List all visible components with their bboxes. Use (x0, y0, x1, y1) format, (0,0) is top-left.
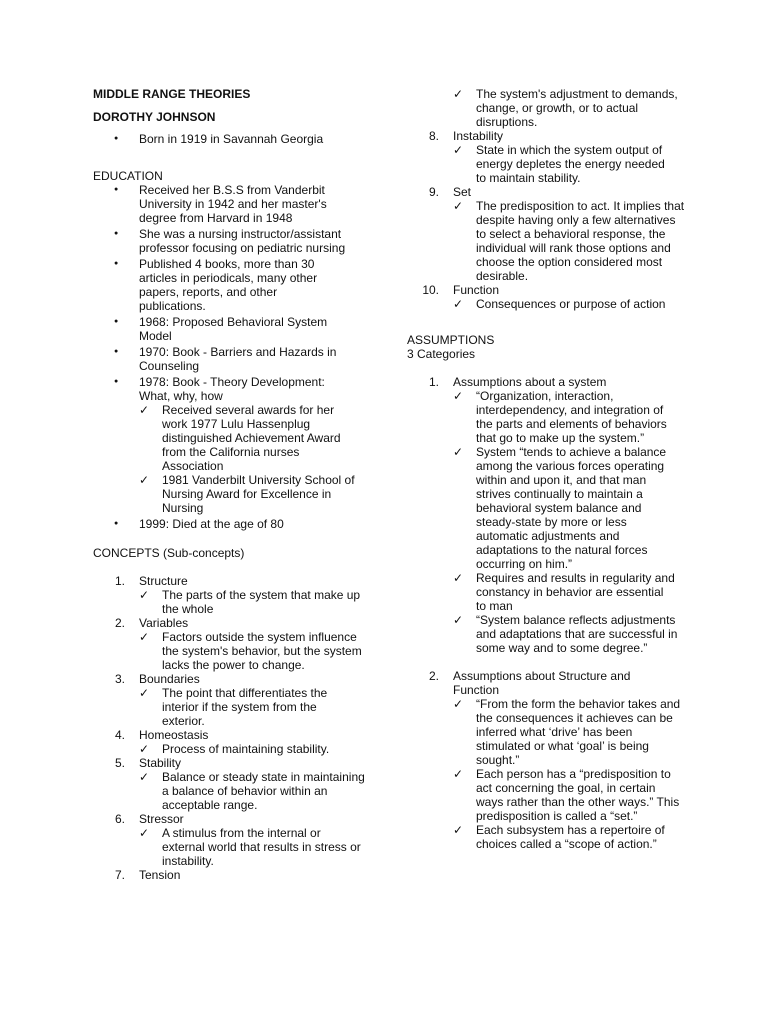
concept-item: 8. Instability (428, 129, 504, 143)
check-icon: ✓ (453, 767, 464, 781)
check-icon: ✓ (139, 473, 150, 487)
bullet-icon: ● (114, 186, 119, 193)
assumption-group: 2. Assumptions about Structure and Function (428, 669, 631, 697)
check-icon: ✓ (453, 445, 464, 459)
left-column (93, 87, 373, 882)
check-icon: ✓ (453, 823, 464, 837)
check-icon: ✓ (453, 297, 464, 311)
assumption-item: ✓ Each person has a “predisposition to act concerning the goal, in certain ways rather than the other ways.” This predisposition is called a “set.” (453, 767, 680, 823)
check-icon: ✓ (139, 686, 150, 700)
check-icon: ✓ (453, 613, 464, 627)
concept-item: 9. Set (428, 185, 472, 199)
assumption-item: ✓ “System balance reflects adjustments and adaptations that are successful in some way and to some degree.” (453, 613, 678, 655)
concept-desc: ✓ Factors outside the system influence the system's behavior, but the system lacks the power to change. (139, 630, 362, 672)
assumption-item: ✓ “From the form the behavior takes and the consequences it achieves can be inferred what ‘drive’ has been stimulated or what ‘goal’ is being sought.” (453, 697, 681, 767)
education-item: ● 1970: Book - Barriers and Hazards in Counseling (114, 345, 337, 373)
bullet-icon: ● (114, 260, 119, 267)
education-item: ● 1999: Died at the age of 80 (114, 517, 284, 531)
check-icon: ✓ (139, 630, 150, 644)
concept-desc: ✓ The predisposition to act. It implies that despite having only a few alternatives to select a behavioral response, the individual will rank those options and choose the option considered most desirable. (453, 199, 685, 283)
concept-item: 10. Function (422, 283, 500, 297)
concept-desc: ✓ A stimulus from the internal or external world that results in stress or instability. (139, 826, 361, 868)
concept-desc: ✓ The point that differentiates the interior if the system from the exterior. (139, 686, 328, 728)
concept-desc: ✓ Balance or steady state in maintaining a balance of behavior within an acceptable range. (139, 770, 365, 812)
assumption-item: ✓ Each subsystem has a repertoire of choices called a “scope of action.” (453, 823, 665, 851)
assumption-item: ✓ System “tends to achieve a balance among the various forces operating within and upon it, and that man strives continually to maintain a behavioral system balance and steady-state by more or less automatic adjustments and adaptations to the natural forces occurring on him.” (453, 445, 667, 571)
concept-item: 5. Stability (114, 756, 182, 770)
check-icon: ✓ (139, 742, 150, 756)
assumptions-heading: ASSUMPTIONS (407, 333, 495, 347)
concepts-heading: CONCEPTS (Sub-concepts) (93, 546, 245, 560)
education-item: ● 1978: Book - Theory Development: What, why, how (114, 375, 325, 403)
check-icon: ✓ (453, 87, 464, 101)
education-item: ● Received her B.S.S from Vanderbit University in 1942 and her master's degree from Harvard in 1948 (114, 183, 327, 225)
check-icon: ✓ (139, 403, 150, 417)
concept-desc: ✓ Process of maintaining stability. (139, 742, 330, 756)
assumption-group: 1. Assumptions about a system (428, 375, 607, 389)
bullet-icon: ● (114, 318, 119, 325)
bullet-icon: ● (114, 230, 119, 237)
education-item: ● She was a nursing instructor/assistant professor focusing on pediatric nursing (114, 227, 346, 255)
education-item: ● 1968: Proposed Behavioral System Model (114, 315, 328, 343)
right-column (407, 87, 685, 851)
check-icon: ✓ (453, 199, 464, 213)
education-item: ● Published 4 books, more than 30 articles in periodicals, many other papers, reports, and other publications. (114, 257, 318, 313)
check-icon: ✓ (453, 143, 464, 157)
concept-desc: ✓ The parts of the system that make up the whole (139, 588, 361, 616)
born-item: ● Born in 1919 in Savannah Georgia (114, 132, 324, 146)
concept-item: 6. Stressor (114, 812, 184, 826)
check-icon: ✓ (139, 770, 150, 784)
concept-desc: ✓ Consequences or purpose of action (453, 297, 666, 311)
concept-desc: ✓ State in which the system output of energy depletes the energy needed to maintain stability. (453, 143, 665, 185)
assumption-item: ✓ Requires and results in regularity and constancy in behavior are essential to man (453, 571, 675, 613)
bullet-icon: ● (114, 378, 119, 385)
bullet-icon: ● (114, 520, 119, 527)
author-name: DOROTHY JOHNSON (93, 110, 216, 124)
concept-item: 7. Tension (114, 868, 181, 882)
check-icon: ✓ (453, 571, 464, 585)
concept-item: 4. Homeostasis (114, 728, 209, 742)
check-icon: ✓ (139, 588, 150, 602)
assumption-item: ✓ “Organization, interaction, interdependency, and integration of the parts and elements of behaviors that go to make up the system.” (453, 389, 667, 445)
education-heading: EDUCATION (93, 169, 163, 183)
concept-desc: ✓ The system's adjustment to demands, change, or growth, or to actual disruptions. (453, 87, 678, 129)
bullet-icon: ● (114, 135, 119, 142)
check-icon: ✓ (453, 389, 464, 403)
concept-item: 1. Structure (114, 574, 188, 588)
assumptions-subheading: 3 Categories (407, 347, 476, 361)
bullet-icon: ● (114, 348, 119, 355)
concept-item: 2. Variables (114, 616, 189, 630)
concept-item: 3. Boundaries (114, 672, 200, 686)
award-item: ✓ Received several awards for her work 1977 Lulu Hassenplug distinguished Achievement Award from the California nurses Association (139, 403, 341, 473)
check-icon: ✓ (453, 697, 464, 711)
check-icon: ✓ (139, 826, 150, 840)
doc-title: MIDDLE RANGE THEORIES (93, 87, 251, 101)
award-item: ✓ 1981 Vanderbilt University School of Nursing Award for Excellence in Nursing (139, 473, 355, 515)
